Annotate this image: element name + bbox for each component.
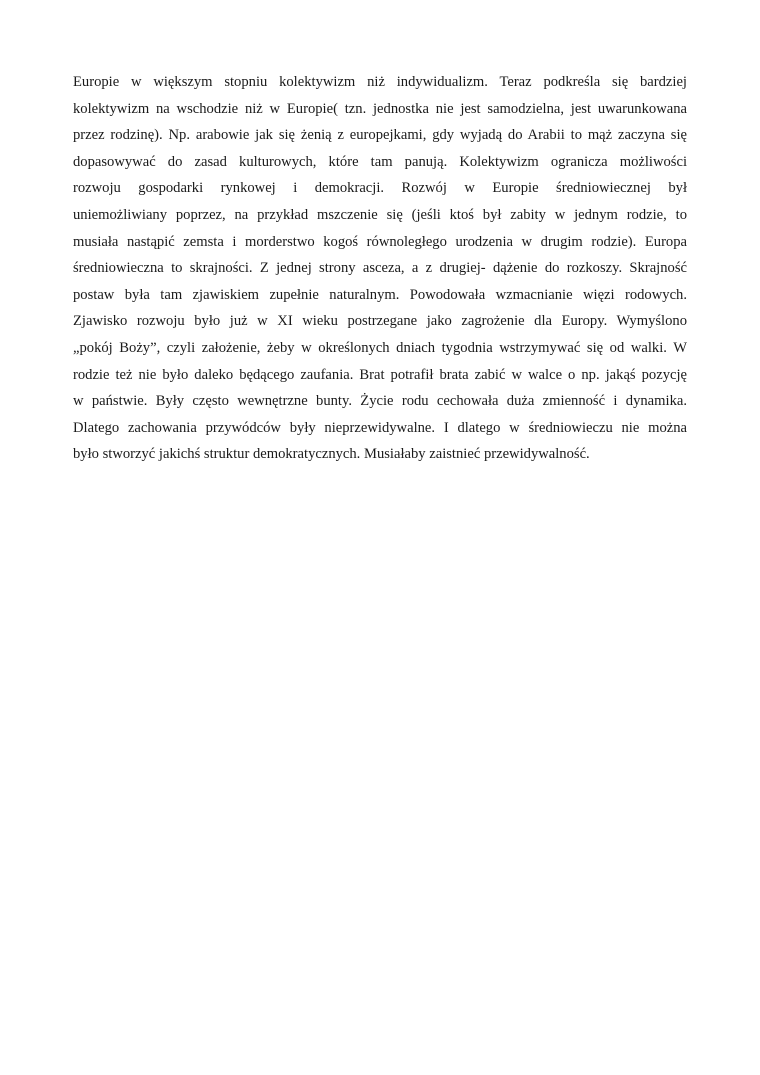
text-line-8: średniowieczna to skrajności. Z jednej strony asceza, a z drugiej- dążenie do rozkoszy. Skrajność [73, 260, 687, 277]
text-line-1: Europie w większym stopniu kolektywizm niż indywidualizm. Teraz podkreśla się bardziej [73, 74, 687, 90]
text-line-15: było stworzyć jakichś struktur demokratycznych. Musiałaby zaistnieć przewidywalność. [73, 446, 590, 463]
text-line-11: „pokój Boży”, czyli założenie, żeby w określonych dniach tygodnia wstrzymywać się od walki. W [73, 339, 687, 356]
text-line-14: Dlatego zachowania przywódców były nieprzewidywalne. I dlatego w średniowieczu nie można [73, 419, 687, 436]
text-line-2: kolektywizm na wschodzie niż w Europie( tzn. jednostka nie jest samodzielna, jest uwarunkowana [73, 100, 687, 117]
body-paragraph [73, 69, 687, 468]
text-line-7: musiała nastąpić zemsta i morderstwo kogoś równoległego urodzenia w drugim rodzie). Europa [73, 233, 687, 250]
text-line-13: w państwie. Były często wewnętrzne bunty. Życie rodu cechowała duża zmienność i dynamika. [73, 393, 687, 410]
text-line-12: rodzie też nie było daleko będącego zaufania. Brat potrafił brata zabić w walce o np. jakąś pozycję [73, 366, 687, 383]
text-line-10: Zjawisko rozwoju było już w XI wieku postrzegane jako zagrożenie dla Europy. Wymyślono [73, 313, 687, 330]
text-line-3: przez rodzinę). Np. arabowie jak się żenią z europejkami, gdy wyjadą do Arabii to mąż zaczyna się [73, 127, 687, 144]
text-line-9: postaw była tam zjawiskiem zupełnie naturalnym. Powodowała wzmacnianie więzi rodowych. [73, 286, 687, 303]
text-line-4: dopasowywać do zasad kulturowych, które tam panują. Kolektywizm ogranicza możliwości [73, 153, 687, 170]
text-line-6: uniemożliwiany poprzez, na przykład mszczenie się (jeśli ktoś był zabity w jednym rodzie, to [73, 206, 687, 223]
text-line-5: rozwoju gospodarki rynkowej i demokracji. Rozwój w Europie średniowiecznej był [73, 180, 687, 197]
